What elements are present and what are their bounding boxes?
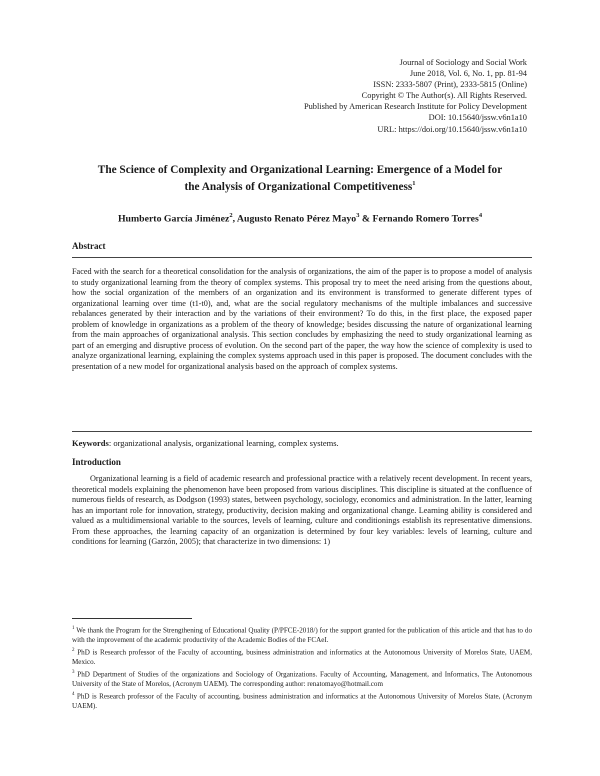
abstract-top-rule	[72, 257, 532, 258]
footnotes	[72, 624, 532, 712]
abstract-heading: Abstract	[72, 241, 106, 251]
journal-header	[304, 57, 527, 135]
introduction-heading: Introduction	[72, 457, 121, 467]
copyright: Copyright © The Author(s). All Rights Reserved.	[361, 91, 527, 101]
introduction-text: Organizational learning is a field of academic research and professional practice with a relatively recent development. In recent years, theoretical models explaining the phenomenon have been proposed from various disciplines. This discipline is situated at the confluence of numerous fields of research, as Dodgson (1993) states, between psychology, sociology, economics and administration. In the latter, learning has an important role for innovation, strategy, productivity, decision making and organizational change. Learning ability is considered and valued as a multidimensional variable to the sources, levels of learning, culture and conditionings establish its representative dimensions. From these approaches, the learning capacity of an organization is determined by four key variables: levels of learning, culture and conditions for learning (Garzón, 2005); that characterize in two dimensions: 1)	[72, 474, 532, 546]
author-separator: ,	[232, 213, 237, 225]
author-3-mark[interactable]: 4	[478, 212, 483, 219]
author-list	[60, 210, 540, 225]
issue-info: June 2018, Vol. 6, No. 1, pp. 81-94	[409, 69, 527, 79]
issn: ISSN: 2333-5807 (Print), 2333-5815 (Online)	[373, 80, 527, 90]
footnote-mark: 1	[72, 626, 75, 631]
paper-title	[60, 163, 540, 194]
doi: DOI: 10.15640/jssw.v6n1a10	[428, 113, 527, 123]
abstract-text: Faced with the search for a theoretical consolidation for the analysis of organizations, the aim of the paper is to propose a model of analysis to study organizational learning from the theory of complex systems. This proposal try to meet the need arising from the questions about, how the social organization of the members of an organization and its environment is transformed to generate different types of organizational learning over time (t1-t0), and, what are the social regulatory mechanisms of the multiple imbalances and successive rebalances generated by their interaction and by the variations of their environment? To do this, in the first place, the exposed paper problem of knowledge in organizations as a problem of the theory of knowledge; besides discussing the nature of organizational learning from the main approaches of organizational analysis. This section concludes by emphasizing the need to study organizational learning as part of an emerging and disruptive process of evolution. On the second part of the paper, the way how the science of complexity is used to analyze organizational learning, explaining the complex systems approach used in this paper is proposed. The document concludes with the presentation of a new model for organizational analysis based on the approach of complex systems.	[72, 267, 532, 371]
footnote-text: PhD is Research professor of the Faculty of accounting, business administration and informatics at the Autonomous University of Morelos State, (Acronym UAEM).	[72, 692, 532, 711]
title-line-2: the Analysis of Organizational Competitiveness	[184, 180, 413, 193]
keywords-label: Keywords	[72, 438, 109, 448]
footnote-divider	[72, 618, 192, 619]
publisher: Published by American Research Institute for Policy Development	[303, 102, 527, 112]
author-2-mark[interactable]: 3	[356, 212, 360, 219]
title-footnote-mark[interactable]: 1	[412, 180, 416, 187]
abstract-bottom-rule	[72, 431, 532, 432]
footnote	[72, 646, 532, 668]
footnote-mark: 3	[72, 670, 75, 676]
author-2: Augusto Renato Pérez Mayo	[236, 213, 357, 225]
footnote-mark: 4	[72, 692, 75, 698]
author-1: Humberto García Jiménez	[117, 213, 230, 225]
footnote-text: PhD Department of Studies of the organizations and Sociology of Organizations. Faculty of Accounting, Management, and Informatics, The Autonomous University of the State of Morelos, (Acronym UAEM). The corresponding author: renatomayo@hotmail.com	[72, 670, 532, 689]
keywords	[72, 438, 532, 449]
author-separator: &	[359, 213, 373, 225]
footnote	[72, 668, 532, 690]
footnote	[72, 690, 532, 712]
footnote-text: PhD is Research professor of the Faculty of accounting, business administration and informatics at the Autonomous University of Morelos State, UAEM, Mexico.	[72, 648, 532, 666]
url-link[interactable]: URL: https://doi.org/10.15640/jssw.v6n1a10	[377, 124, 527, 134]
footnote	[72, 624, 532, 646]
footnote-mark: 2	[72, 648, 75, 654]
footnote-text: We thank the Program for the Strengthening of Educational Quality (P/PFCE-2018/) for the support granted for the publication of this article and that has to do with the improvement of the academic productivity of the Academic Bodies of the FCAeI.	[72, 626, 532, 644]
author-3: Fernando Romero Torres	[372, 213, 479, 225]
keywords-text: : organizational analysis, organizational learning, complex systems.	[108, 438, 339, 448]
author-1-mark[interactable]: 2	[229, 212, 233, 219]
journal-name: Journal of Sociology and Social Work	[399, 58, 527, 67]
title-line-1: The Science of Complexity and Organizational Learning: Emergence of a Model for	[97, 164, 503, 176]
